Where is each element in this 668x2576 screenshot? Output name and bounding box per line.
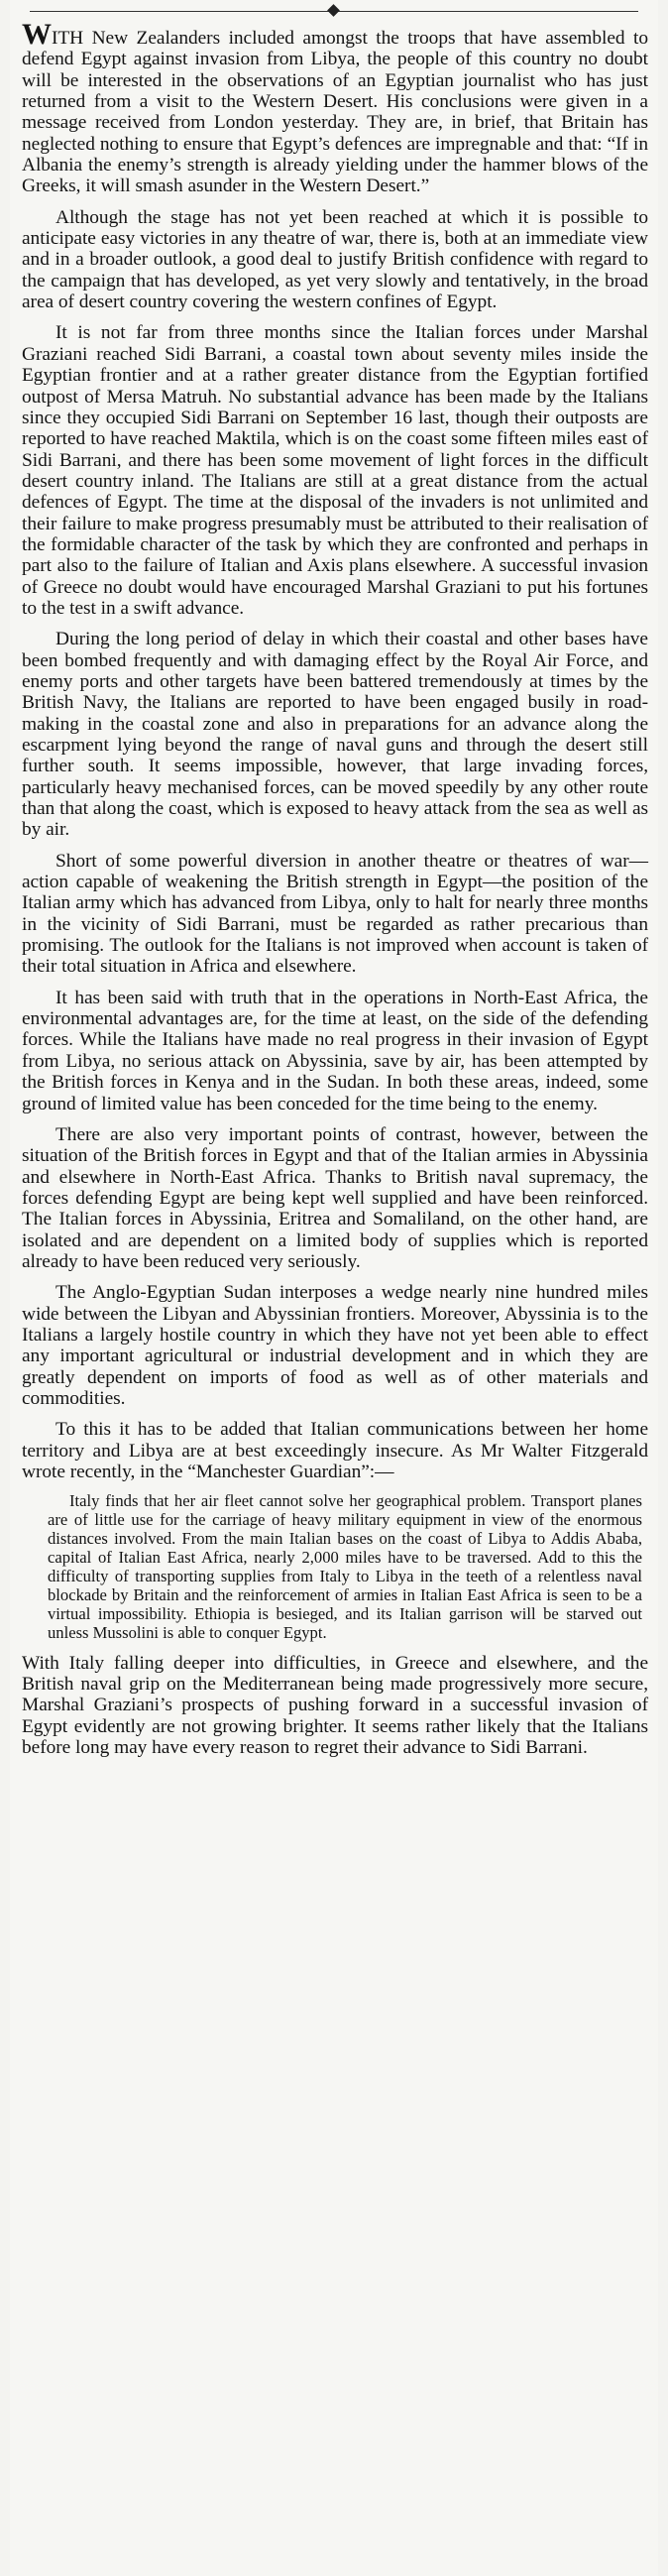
- paragraph-2: Although the stage has not yet been reached at which it is possible to anticipate easy victories in any theatre of war, there is, both at an immediate view and in a broader outlook, a good deal to justify British confidence with regard to the campaign that has developed, as yet very slowly and tentatively, in the broad area of desert country covering the western confines of Egypt.: [22, 206, 648, 313]
- block-quote: Italy finds that her air fleet cannot solve her geographical problem. Transport planes are of little use for the carriage of heavy military equipment in view of the enormous distances involved. From the main Italian bases on the coast of Libya to Addis Ababa, capital of Italian East Africa, nearly 2,000 miles have to be traversed. Add to this the difficulty of transporting supplies from Italy to Libya in the teeth of a relentless naval blockade by Britain and the reinforcement of armies in Italian East Africa is seen to be a virtual impossibility. Ethiopia is besieged, and its Italian garrison will be starved out unless Mussolini is able to conquer Egypt.: [48, 1491, 642, 1642]
- paragraph-9: To this it has to be added that Italian communications between her home territory and Libya are at best exceedingly insecure. As Mr Walter Fitzgerald wrote recently, in the “Manchester Guardian”:—: [22, 1419, 648, 1482]
- editorial-article: [22, 18, 648, 1758]
- paragraph-1: WITH New Zealanders included amongst the troops that have assembled to defend Egypt against invasion from Libya, the people of this country no doubt will be interested in the observations of an Egyptian journalist who has just returned from a visit to the Western Desert. His conclusions were given in a message received from London yesterday. They are, in brief, that Britain has neglected nothing to ensure that Egypt’s defences are impregnable and that: “If in Albania the enemy’s strength is already yielding under the hammer blows of the Greeks, it will smash asunder in the Western Desert.”: [22, 18, 648, 197]
- paragraph-3: It is not far from three months since the Italian forces under Marshal Graziani reached Sidi Barrani, a coastal town about seventy miles inside the Egyptian frontier and at a rather greater distance from the Egyptian fortified outpost of Mersa Matruh. No substantial advance has been made by the Italians since they occupied Sidi Barrani on September 16 last, though their outposts are reported to have reached Maktila, which is on the coast some fifteen miles east of Sidi Barrani, and there has been some movement of light forces in the difficult desert country inland. The Italians are still at a great distance from the actual defences of Egypt. The time at the disposal of the invaders is not unlimited and their failure to make progress presumably must be attributed to their realisation of the formidable character of the task by which they are confronted and perhaps in part also to the failure of Italian and Axis plans elsewhere. A successful invasion of Greece no doubt would have encouraged Marshal Graziani to put his fortunes to the test in a swift advance.: [22, 322, 648, 619]
- column-rule-ornament: [30, 6, 638, 16]
- paragraph-4: During the long period of delay in which their coastal and other bases have been bombed frequently and with damaging effect by the Royal Air Force, and enemy ports and other targets have been battered tremendously at times by the British Navy, the Italians are reported to have been engaged busily in road-making in the coastal zone and also in preparations for an advance along the escarpment lying beyond the range of naval guns and through the desert still further south. It seems impossible, however, that large invading forces, particularly heavy mechanised forces, can be moved speedily by any other route than that along the coast, which is exposed to heavy attack from the sea as well as by air.: [22, 629, 648, 841]
- paragraph-7: There are also very important points of contrast, however, between the situation of the British forces in Egypt and that of the Italian armies in Abyssinia and elsewhere in North-East Africa. Thanks to British naval supremacy, the forces defending Egypt are being kept well supplied and have been reinforced. The Italian forces in Abyssinia, Eritrea and Somaliland, on the other hand, are isolated and are dependent on a limited body of supplies which is reported already to have been reduced very seriously.: [22, 1123, 648, 1272]
- paragraph-6: It has been said with truth that in the operations in North-East Africa, the environmental advantages are, for the time at least, on the side of the defending forces. While the Italians have made no real progress in their invasion of Egypt from Libya, no serious attack on Abyssinia, save by air, has been attempted by the British forces in Kenya and in the Sudan. In both these areas, indeed, some ground of limited value has been conceded for the time being to the enemy.: [22, 987, 648, 1114]
- paragraph-8: The Anglo-Egyptian Sudan interposes a wedge nearly nine hundred miles wide between the Libyan and Abyssinian frontiers. Moreover, Abyssinia is to the Italians a largely hostile country in which they have not yet been able to effect any important agricultural or industrial development and in which they are greatly dependent on imports of food as well as of other materials and commodities.: [22, 1282, 648, 1409]
- paragraph-5: Short of some powerful diversion in another theatre or theatres of war—action capable of weakening the British strength in Egypt—the position of the Italian army which has advanced from Libya, only to halt for nearly three months in the vicinity of Sidi Barrani, must be regarded as rather precarious than promising. The outlook for the Italians is not improved when account is taken of their total situation in Africa and elsewhere.: [22, 850, 648, 978]
- closing-paragraph: With Italy falling deeper into difficulties, in Greece and elsewhere, and the British naval grip on the Mediterranean being made progressively more secure, Marshal Graziani’s prospects of pushing forward in a successful invasion of Egypt evidently are not growing brighter. It seems rather likely that the Italians before long may have every reason to regret their advance to Sidi Barrani.: [22, 1652, 648, 1758]
- diamond-ornament-icon: [327, 4, 340, 17]
- newspaper-page: [10, 0, 658, 2576]
